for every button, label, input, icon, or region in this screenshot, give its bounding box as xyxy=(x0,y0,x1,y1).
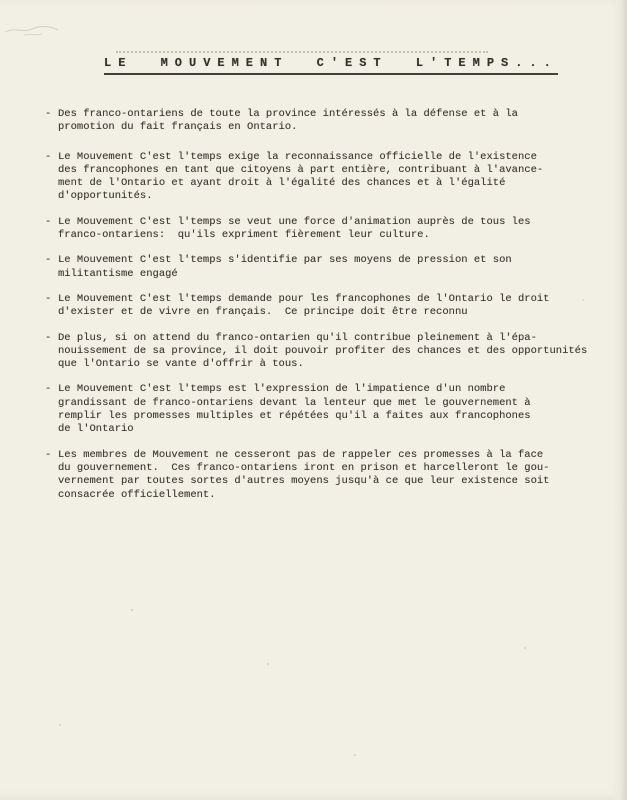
paragraph-line: franco-ontariens: qu'ils expriment fièrement leur culture. xyxy=(58,229,430,242)
paragraph xyxy=(45,293,605,320)
bullet-dash: - xyxy=(45,215,52,228)
paragraph-line: d'opportunités. xyxy=(58,190,153,203)
paragraph-line: De plus, si on attend du franco-ontarien qu'il contribue pleinement à l'épa- xyxy=(58,331,537,344)
bullet-dash: - xyxy=(45,108,52,120)
page-title: LE MOUVEMENT C'EST L'TEMPS... xyxy=(104,56,558,75)
paragraph-line: Le Mouvement C'est l'temps se veut une force d'animation auprès de tous les xyxy=(58,215,531,228)
ghost-typed-dots xyxy=(116,51,488,53)
paragraph-line: consacrée officiellement. xyxy=(58,488,216,501)
paragraph-line: remplir les promesses multiples et répétées qu'il a faites aux francophones xyxy=(58,410,531,423)
bullet-dash: - xyxy=(45,383,52,396)
paragraph-line: Les membres de Mouvement ne cesseront pas de rappeler ces promesses à la face xyxy=(58,448,544,461)
bullet-dash: - xyxy=(45,150,52,163)
paragraph-line: Le Mouvement C'est l'temps exige la reconnaissance officielle de l'existence xyxy=(58,150,537,163)
paragraph-line: des francophones en tant que citoyens à part entière, contribuant à l'avance- xyxy=(58,163,544,176)
paragraph-line: promotion du fait français en Ontario. xyxy=(58,121,298,134)
document-body xyxy=(45,108,605,514)
paragraph-line: Le Mouvement C'est l'temps s'identifie par ses moyens de pression et son xyxy=(58,254,512,267)
paragraph-line: vernement par toutes sortes d'autres moyens jusqu'à ce que leur existence soit xyxy=(58,475,550,488)
paragraph-line: du gouvernement. Ces franco-ontariens iront en prison et harcelleront le gou- xyxy=(58,461,550,474)
paragraph xyxy=(45,383,605,436)
paragraph xyxy=(45,108,605,135)
paragraph xyxy=(45,151,605,204)
paragraph xyxy=(45,216,605,243)
paragraph-line: Le Mouvement C'est l'temps demande pour les francophones de l'Ontario le droit xyxy=(58,292,550,305)
paragraph xyxy=(45,254,605,281)
paragraph-line: que l'Ontario se vante d'offrir à tous. xyxy=(58,358,304,371)
paragraph-line: Le Mouvement C'est l'temps est l'expression de l'impatience d'un nombre xyxy=(58,383,506,396)
bullet-dash: - xyxy=(45,254,52,267)
paragraph-line: ment de l'Ontario et ayant droit à l'égalité des chances et à l'égalité xyxy=(58,177,506,190)
pencil-marks-decoration xyxy=(2,20,92,42)
paragraph-line: militantisme engagé xyxy=(58,267,178,280)
paragraph-line: de l'Ontario xyxy=(58,423,134,436)
paragraph xyxy=(45,449,605,502)
paragraph xyxy=(45,332,605,372)
bullet-dash: - xyxy=(45,448,52,461)
bullet-dash: - xyxy=(45,331,52,344)
paragraph-line: d'exister et de vivre en français. Ce principe doit être reconnu xyxy=(58,306,468,319)
paragraph-line: grandissant de franco-ontariens devant la lenteur que met le gouvernement à xyxy=(58,396,531,409)
paragraph-line: nouissement de sa province, il doit pouvoir profiter des chances et des opportunités xyxy=(58,344,588,357)
bullet-dash: - xyxy=(45,292,52,305)
paragraph-line: Des franco-ontariens de toute la province intéressés à la défense et à la xyxy=(58,108,518,120)
